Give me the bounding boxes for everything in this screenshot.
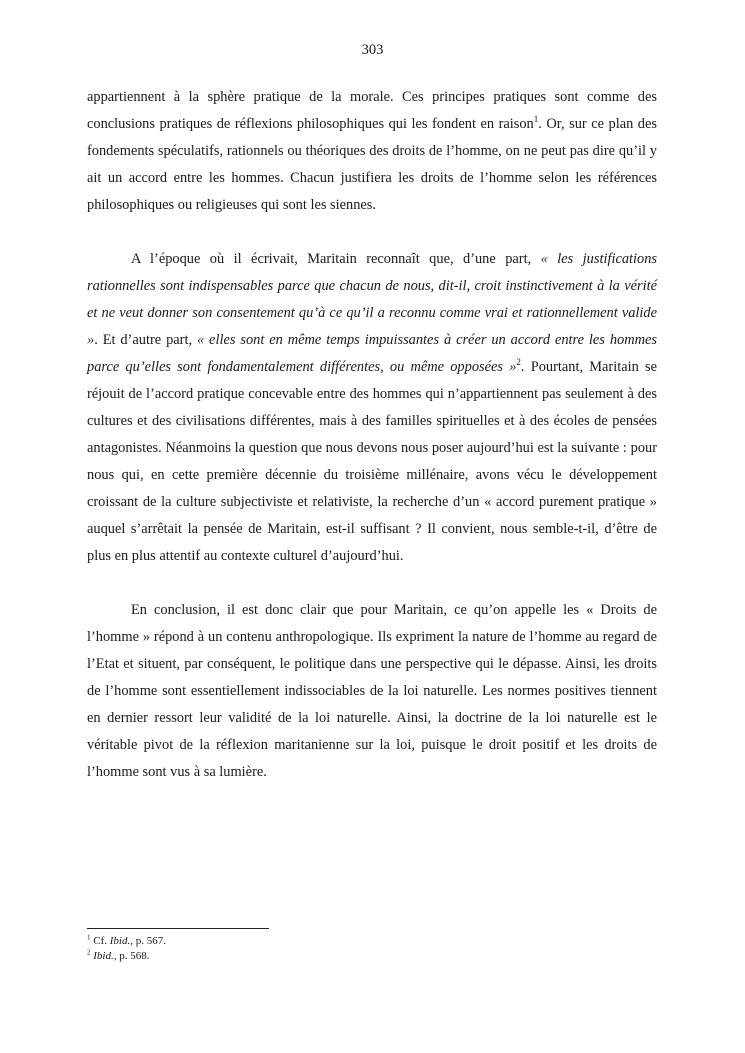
footnote-separator	[87, 928, 269, 929]
paragraph-2	[87, 246, 657, 570]
body-text	[87, 84, 657, 786]
paragraph-1	[87, 84, 657, 219]
paragraph-text: A l’époque où il écrivait, Maritain reconnaît que, d’une part,	[131, 251, 541, 267]
footnote-ref-1: 1	[533, 114, 539, 125]
page-number: 303	[361, 42, 384, 58]
footnote-ibid: Ibid.	[93, 949, 114, 962]
footnote-1	[87, 934, 657, 949]
footnote-2	[87, 949, 657, 964]
paragraph-text: . Pourtant, Maritain se réjouit de l’accord pratique concevable entre des hommes qui n’appartiennent pas seulement à des cultures et des civilisations différentes, mais à des familles spirituelles et à des écoles de pensées antagonistes. Néanmoins la question que nous devons nous poser aujourd’hui est la suivante : pour nous qui, en cette première décennie du troisième millénaire, avons vécu le développement croissant de la culture subjectiviste et relativiste, la recherche d’un « accord purement pratique » auquel s’arrêtait la pensée de Maritain, est-il suffisant ? Il convient, nous semble-t-il, d’être de plus en plus attentif au contexte culturel d’aujourd’hui.	[87, 359, 657, 564]
paragraph-text: . Or, sur ce plan des fondements spéculatifs, rationnels ou théoriques des droits de l’homme, on ne peut pas dire qu’il y ait un accord entre les hommes. Chacun justifiera les droits de l’homme selon les références philosophiques ou religieuses qui sont les siennes.	[87, 116, 657, 213]
footnote-ibid: Ibid.	[109, 935, 131, 947]
footnote-prefix: Cf.	[93, 935, 110, 947]
paragraph-3	[87, 597, 657, 786]
footnote-page: , p. 567.	[130, 935, 166, 947]
footnotes	[87, 934, 657, 963]
paragraph-text: En conclusion, il est donc clair que pour Maritain, ce qu’on appelle les « Droits de l’homme » répond à un contenu anthropologique. Ils expriment la nature de l’homme au regard de l’Etat et situent, par conséquent, le politique dans une perspective qui le dépasse. Ainsi, les droits de l’homme sont essentiellement indissociables de la loi naturelle. Les normes positives tiennent en dernier ressort leur validité de la loi naturelle. Ainsi, la doctrine de la loi naturelle est le véritable pivot de la réflexion maritanienne sur la loi, puisque le droit positif et les droits de l’homme sont vus à sa lumière.	[87, 602, 657, 780]
paragraph-text: . Et d’autre part,	[94, 332, 197, 348]
footnote-ref-2: 2	[516, 357, 521, 368]
quotation: « les justifications rationnelles sont indispensables parce que chacun de nous, dit-il, croit instinctivement à la vérité et ne veut donner son consentement qu’à ce qu’il a reconnu comme vrai et rationnellement valide »	[87, 251, 658, 348]
paragraph-text: appartiennent à la sphère pratique de la morale. Ces principes pratiques sont comme des conclusions pratiques de réflexions philosophiques qui les fondent en raison	[87, 89, 657, 132]
footnote-mark: 1	[87, 933, 91, 942]
quotation: « elles sont en même temps impuissantes à créer un accord entre les hommes parce qu’elles sont fondamentalement différentes, ou même opposées »	[87, 332, 657, 375]
footnote-mark: 2	[87, 947, 91, 956]
footnote-page: , p. 568.	[113, 949, 150, 962]
